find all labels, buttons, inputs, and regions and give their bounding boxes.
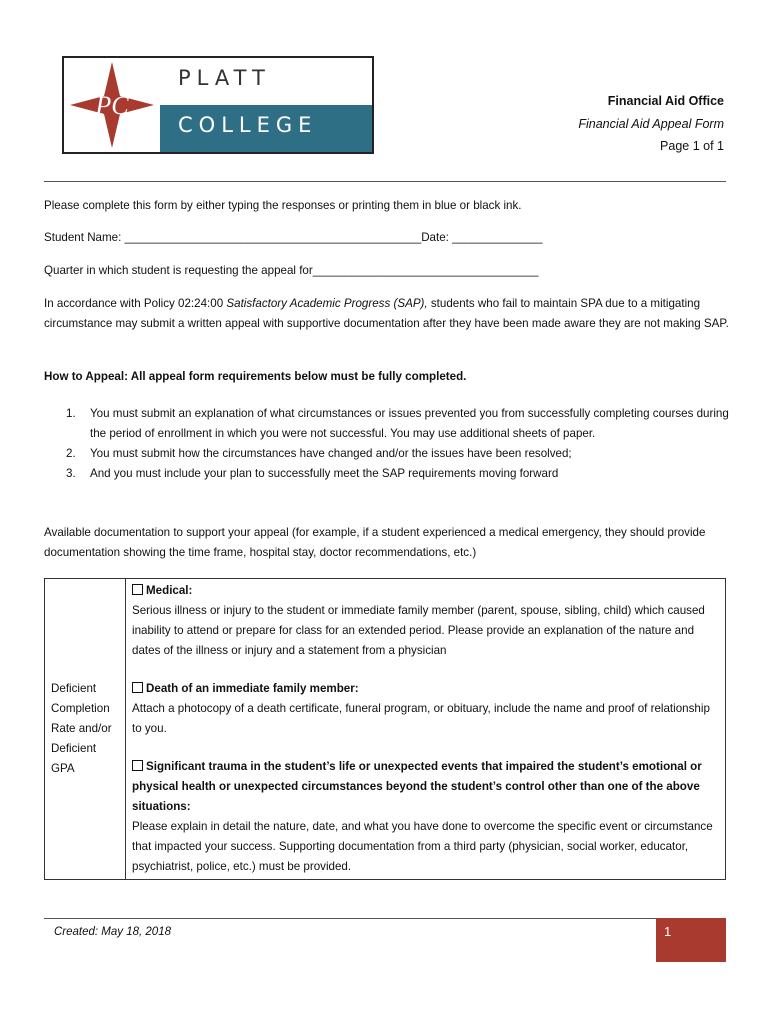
section-medical: Medical: Serious illness or injury to the student or immediate family member (parent, spouse, sibling, child) which caused inability to attend or prepare for class for an extended period. Please provide an explanation of the nature and dates of the illness or injury and a statement from a physician bbox=[132, 584, 705, 657]
date-field[interactable]: ______________ bbox=[452, 231, 543, 244]
death-checkbox[interactable] bbox=[132, 682, 143, 693]
policy-paragraph bbox=[44, 294, 730, 334]
header-page: Page 1 of 1 bbox=[660, 139, 724, 153]
list-item: 3. And you must include your plan to successfully meet the SAP requirements moving forward bbox=[66, 467, 559, 480]
logo-word-platt: PLATT bbox=[178, 66, 271, 90]
created-date: Created: May 18, 2018 bbox=[54, 926, 171, 938]
list-item: 2. You must submit how the circumstances have changed and/or the issues have been resolved; bbox=[66, 447, 572, 460]
documentation-paragraph: Available documentation to support your appeal (for example, if a student experienced a medical emergency, they should provide documentation showing the time frame, hospital stay, doctor recommendations, etc.) bbox=[44, 526, 706, 559]
quarter-label: Quarter in which student is requesting the appeal for bbox=[44, 264, 313, 277]
quarter-field[interactable]: ___________________________________ bbox=[312, 264, 539, 277]
list-item: 1. You must submit an explanation of what circumstances or issues prevented you from successfully completing courses during the period of enrollment in which you were not successful. You may use additional sheets of paper. bbox=[66, 407, 729, 440]
student-name-label: Student Name: bbox=[44, 231, 122, 244]
intro-text: Please complete this form by either typing the responses or printing them in blue or black ink. bbox=[44, 199, 522, 212]
header-office: Financial Aid Office bbox=[607, 94, 724, 108]
logo-monogram: PC bbox=[95, 91, 129, 120]
header-rule bbox=[44, 181, 726, 182]
date-label: Date: bbox=[421, 231, 449, 244]
steps-list bbox=[66, 404, 730, 484]
section-death: Death of an immediate family member: Attach a photocopy of a death certificate, funeral program, or obituary, include the name and proof of relationship to you. bbox=[132, 682, 710, 735]
sections-cell bbox=[126, 579, 726, 880]
header-form-title: Financial Aid Appeal Form bbox=[578, 117, 724, 131]
appeal-requirements-table bbox=[44, 578, 726, 880]
category-cell: Deficient Completion Rate and/or Deficient GPA bbox=[45, 579, 126, 880]
section-trauma: Significant trauma in the student’s life or unexpected events that impaired the student’s emotional or physical health or unexpected circumstances beyond the student’s control other than one of the above situations: Please explain in detail the nature, date, and what you have done to overcome the specific event or circumstance that impacted your success. Supporting documentation from a third party (physician, social worker, educator, psychiatrist, police, etc.) must be provided. bbox=[132, 760, 713, 873]
policy-prefix: In accordance with Policy 02:24:00 bbox=[44, 297, 227, 310]
student-name-field[interactable]: ______________________________________________ bbox=[124, 231, 422, 244]
footer-rule bbox=[44, 918, 726, 919]
logo-emblem bbox=[64, 58, 160, 152]
page-number-badge: 1 bbox=[656, 918, 726, 962]
policy-italic: Satisfactory Academic Progress (SAP), bbox=[226, 297, 428, 310]
logo-word-college: COLLEGE bbox=[178, 113, 318, 137]
medical-checkbox[interactable] bbox=[132, 584, 143, 595]
how-to-heading: How to Appeal: All appeal form requirements below must be fully completed. bbox=[44, 370, 467, 383]
platt-college-logo bbox=[62, 56, 374, 154]
diamond-star-icon bbox=[64, 58, 160, 152]
policy-suffix: students who fail to maintain SPA due to a mitigating circumstance may submit a written appeal with supportive documentation after they have been made aware they are not making SAP. bbox=[44, 297, 729, 330]
trauma-checkbox[interactable] bbox=[132, 760, 143, 771]
student-name-line bbox=[44, 228, 730, 248]
quarter-line bbox=[44, 261, 730, 281]
